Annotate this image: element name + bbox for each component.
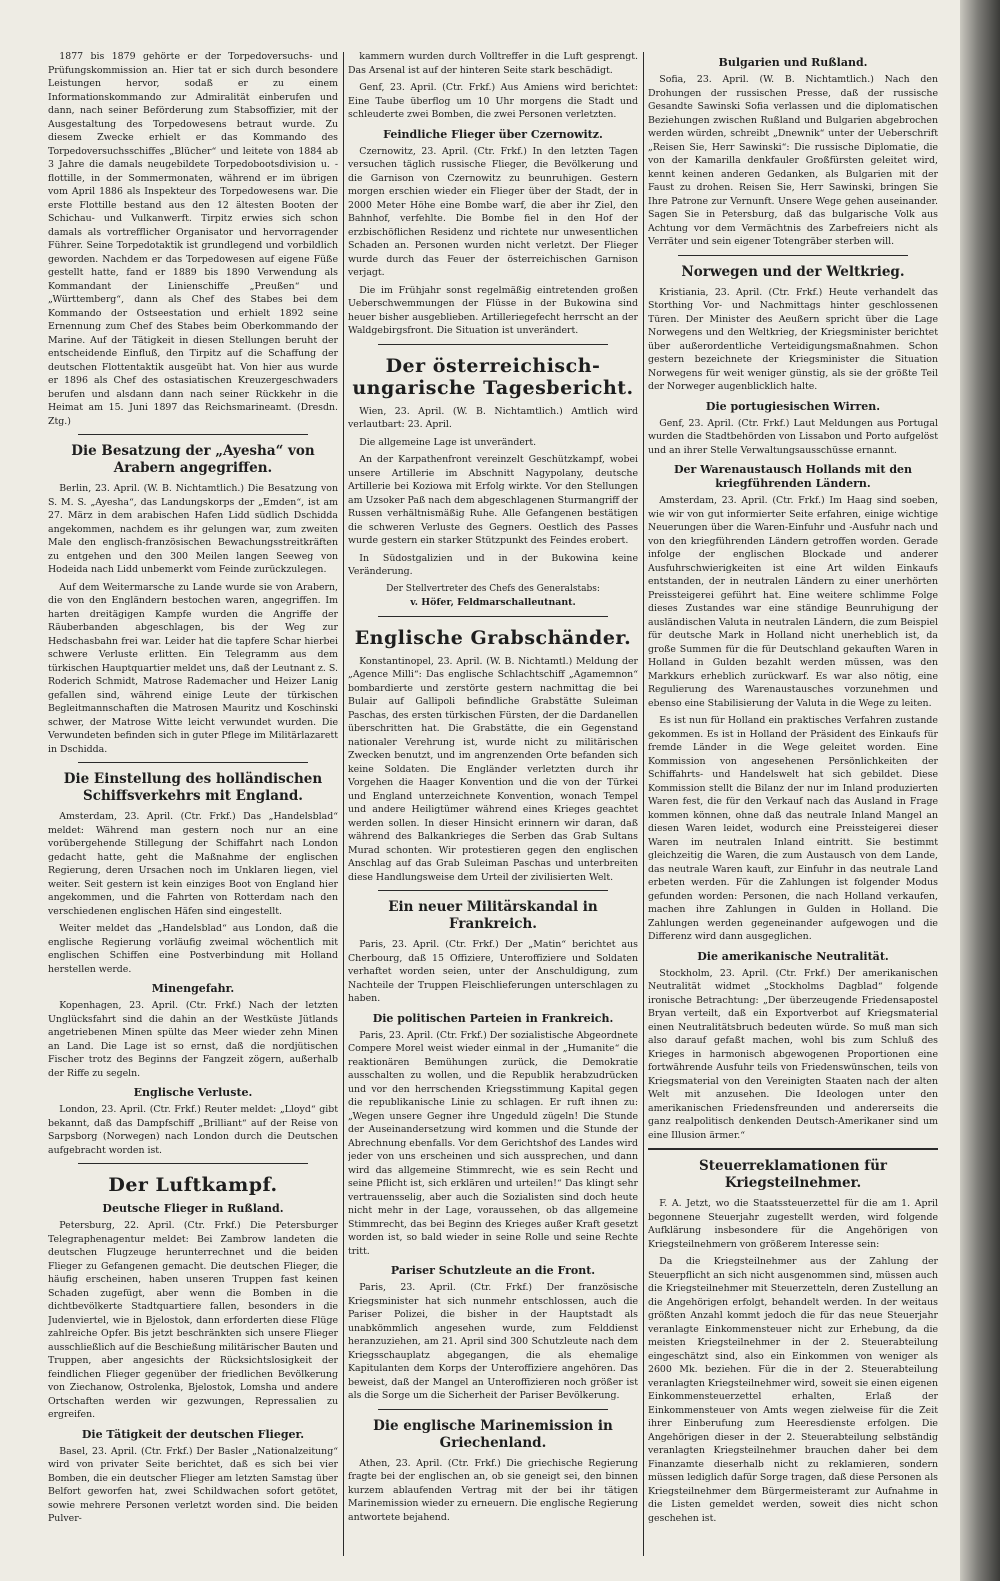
- article-taetigkeit-text: Basel, 23. April. (Ctr. Frkf.) Der Basler „Nationalzeitung“ wird von privater Seite berichtet, daß es sich bei vier Bomben, die ein deutscher Flieger am letzten Samstag über Belfort geworfen hat, zwei Schildwachen sofort getötet, sowie mehrere Personen verletzt worden sind. Die beiden Pulver-: [48, 1445, 338, 1524]
- article-schutzleute-text: Paris, 23. April. (Ctr. Frkf.) Der französische Kriegsminister hat sich nunmehr entschlossen, auch die Pariser Polizei, die bisher in der Hauptstadt als unabkömmlich angesehen wurde, zum Felddienst heranzuziehen, am 21. April sind 300 Schutzleute nach dem Kriegsschauplatz abgegangen, die als ehemalige Kapitulanten dem Korps der Unteroffiziere angehören. Das beweist, daß der Mangel an Unteroffizieren noch größer ist als die Sorge um die Sicherheit der Pariser Bevölkerung.: [348, 1282, 638, 1401]
- divider: [78, 1163, 308, 1164]
- headline-schutzleute: Pariser Schutzleute an die Front.: [390, 1264, 596, 1277]
- article-ayesha-text-1: Berlin, 23. April. (W. B. Nichtamtlich.) Die Besatzung von S. M. S. „Ayesha“, das Landungskorps der „Emden“, ist am 27. März in dem arabischen Hafen Lidd südlich Dschidda angekommen, nachdem es ihr gelungen war, zum zweiten Male den englisch-französischen Bewachungsstreitkräften zu entgehen und den 300 Meilen langen Seeweg von Hodeida nach Lidd unbemerkt vom Feinde zurückzulegen.: [48, 483, 338, 575]
- article-steuer-text-2: Da die Kriegsteilnehmer aus der Zahlung der Steuerpflicht an sich nicht ausgenommen sind, müssen auch die Kriegsteilnehmer mit Steuerzetteln, deren Zustellung an die Angehörigen erfolgt, behandelt werden. In der weitaus größten Anzahl kommt jedoch die für das neue Steuerjahr veranlagte Einkommensteuer nicht zur Erhebung, da die meisten Kriegsteilnehmer in der 2. Steuerabteilung eingeschätzt sind, also ein Einkommen von weniger als 2600 Mk. beziehen. Für die in der 2. Steuerabteilung veranlagten Kriegsteilnehmer wird, soweit sie einen eigenen Einkommensteuerzettel erhalten, Erlaß der Einkommensteuer von Amts wegen zielweise für die Zeit ihrer Einberufung zum Heeresdienste erfolgen. Die Angehörigen dieser in der 2. Steuerabteilung selbständig veranlagten Kriegsteilnehmer brauchen daher bei dem Finanzamte dieserhalb nicht zu reklamieren, sondern müssen lediglich dafür Sorge tragen, daß diese Personen als Kriegsteilnehmer dem Bürgermeisteramt zur Aufnahme in die Listen gemeldet werden, soweit dies nicht schon geschehen ist.: [648, 1256, 938, 1524]
- article-warenaustausch-text-2: Es ist nun für Holland ein praktisches Verfahren zustande gekommen. Es ist in Holland der Präsident des Einkaufs für fremde Länder in die Wege geleitet worden. Eine Kommission von angesehenen Persönlichkeiten der Schiffahrts- und Handelswelt hat sich gebildet. Diese Kommission stellt die Bilanz der nur im Inland produzierten Waren fest, die für den Verkauf nach das Ausland in Frage kommen können, ohne daß das neutrale Inland Mangel an diesen Waren leidet, wodurch eine Preissteigerei dieser Waren im neutralen Inland eintritt. Sie bestimmt gleichzeitig die Waren, die zum Austausch von dem Lande, das neutrale Waren kauft, zur Einfuhr in das neutrale Land erbeten werden. Für die Zahlungen ist folgender Modus gefunden worden: Personen, die nach Holland verkaufen, machen ihre Zahlungen in Gulden in Holland. Die Zahlungen werden gegeneinander aufgewogen und die Differenz wird dann ausgeglichen.: [648, 715, 938, 942]
- headline-militaerskandal: Ein neuer Militärskandal in Frankreich.: [388, 899, 598, 932]
- divider: [378, 1409, 608, 1410]
- article-steuer-text-1: F. A. Jetzt, wo die Staatssteuerzettel für die am 1. April begonnene Steuerjahr zugestellt werden, wird folgende Aufklärung insbesondere für die Angehörigen von Kriegsteilnehmern von größerem Interesse sein:: [648, 1198, 938, 1250]
- headline-flieger-russland: Deutsche Flieger in Rußland.: [102, 1202, 284, 1215]
- headline-minengefahr: Minengefahr.: [151, 982, 235, 995]
- divider: [678, 255, 908, 256]
- article-portugal-text: Genf, 23. April. (Ctr. Frkf.) Laut Meldungen aus Portugal wurden die Stadtbehörden von Lissabon und Porto aufgelöst und an ihrer Stelle Verwaltungsausschüsse ernannt.: [648, 417, 938, 456]
- headline-neutralitaet: Die amerikanische Neutralität.: [697, 949, 889, 963]
- headline-bulgarien: Bulgarien und Rußland.: [718, 56, 868, 69]
- article-warenaustausch-text-1: Amsterdam, 23. April. (Ctr. Frkf.) Im Haag sind soeben, wie wir von gut informierter Seite erfahren, einige wichtige Neuerungen über die Waren-Einfuhr und -Ausfuhr nach und von den kriegführenden Ländern getroffen worden. Gerade infolge der englischen Blockade und anderer Ausfuhrschwierigkeiten ist eine Art wilden Einkaufs entstanden, der in neutralen Ländern zu einer unerhörten Preissteigerei geführt hat. Eine weitere schlimme Folge dieses Zustandes war eine ständige Beunruhigung der ausländischen Valuta in neutralen Ländern, die zum Beispiel für deutsche Mark in Holland nicht unerheblich ist, da große Summen für die für Deutschland gekauften Waren in Holland in Gulden bezahlt werden müssen, was den Markkurs erheblich zurückwarf. Es war also nötig, eine Regulierung des Warenaustausches vorzunehmen und ebenso eine Stabilisierung der Valuta in die Wege zu leiten.: [648, 495, 938, 709]
- article-russland-text: Petersburg, 22. April. (Ctr. Frkf.) Die Petersburger Telegraphenagentur meldet: Bei Zambrow landeten die deutschen Flugzeuge herunterrechnet und die beiden Flieger zu Gefangenen gemacht. Die deutschen Flieger, die häufig erscheinen, haben unseren Truppen fast keinen Schaden zugefügt, aber wenn die Bomben in die dichtbevölkerte Stadtquartiere fallen, besonders in die Judenviertel, wie in Bjelostok, dann erforderten diese Flüge zahlreiche Opfer. Bis jetzt beschränkten sich unsere Flieger ausschließlich auf die Beschießung militärischer Bauten und Truppen, aber angesichts der Rücksichtslosigkeit der feindlichen Flieger gegenüber der friedlichen Bevölkerung von Ziechanow, Ostrolenka, Bjelostok, Lomsha und andere Ortschaften werden wir gezwungen, Repressalien zu ergreifen.: [48, 1220, 338, 1420]
- article-tirpitz-text: 1877 bis 1879 gehörte er der Torpedoversuchs- und Prüfungskommission an. Hier tat er sich durch besondere Leistungen hervor, sodaß er zu einem Informationskommando zur Admiralität einberufen und dann, nach seiner Beförderung zum Stabsoffizier, mit der Ausgestaltung des Torpedowesens betraut wurde. Zu diesem Zwecke erhielt er das Kommando des Torpedoversuchsschiffes „Blücher“ und leitete von 1884 ab 3 Jahre die damals neugebildete Torpedobootsdivision u. -flottille, in der Sommermonaten, während er im übrigen vom April 1886 als Inspekteur des Torpedowesens war. Die erste Flottille bestand aus den 12 ältesten Booten der Schichau- und Vulkanwerft. Tirpitz erwies sich schon damals als vortrefflicher Organisator und hervorragender Führer. Seine Torpedotaktik ist grundlegend und vorbildlich geworden. Nachdem er das Torpedowesen auf eigene Füße gestellt hatte, fand er 1889 bis 1890 Verwendung als Kommandant der Linienschiffe „Preußen“ und „Württemberg“, dann als Chef des Stabes bei dem Kommando der Ostseestation und erhielt 1892 seine Ernennung zum Chef des Stabes beim Oberkommando der Marine. Auf der Tätigkeit in diesen Stellungen beruht der entscheidende Einfluß, den Tirpitz auf die Schaffung der deutschen Flottentaktik ausgeübt hat. Von hier aus wurde er 1896 als Chef des ostasiatischen Kreuzergeschwaders berufen und alsdann dann nach seiner Rückkehr in die Heimat am 15. Juni 1897 das Reichsmarineamt. (Dresdn. Ztg.): [48, 51, 338, 427]
- divider: [378, 890, 608, 891]
- column-rule-left: [343, 52, 344, 1556]
- article-verluste-text: London, 23. April. (Ctr. Frkf.) Reuter meldet: „Lloyd“ gibt bekannt, daß das Dampfschiff „Brilliant“ auf der Reise von Sarpsborg (Norwegen) nach London durch die Deutschen aufgebracht worden ist.: [48, 1104, 338, 1156]
- article-basel-continued: kammern wurden durch Volltreffer in die Luft gesprengt. Das Arsenal ist auf der hinteren Seite stark beschädigt.: [348, 51, 638, 76]
- headline-grabschaender: Englische Grabschänder.: [354, 626, 632, 649]
- divider: [378, 344, 608, 345]
- column-3: [648, 50, 938, 1561]
- article-militaerskandal-text: Paris, 23. April. (Ctr. Frkf.) Der „Matin“ berichtet aus Cherbourg, daß 15 Offiziere, Unteroffiziere und Soldaten verhaftet worden seien, unter der Anschuldigung, zum Nachteile der Truppen Fleischlieferungen unterschlagen zu haben.: [348, 939, 638, 1004]
- article-genf-amiens: Genf, 23. April. (Ctr. Frkf.) Aus Amiens wird berichtet: Eine Taube überflog um 10 Uhr morgens die Stadt und schleuderte zwei Bomben, die zwei Personen verletzten.: [348, 82, 638, 120]
- divider: [78, 762, 308, 763]
- signature-title: Der Stellvertreter des Chefs des Generalstabs:: [386, 583, 600, 594]
- headline-norwegen: Norwegen und der Weltkrieg.: [681, 263, 905, 280]
- headline-luftkampf: Der Luftkampf.: [108, 1174, 278, 1196]
- headline-verluste: Englische Verluste.: [133, 1086, 253, 1099]
- headline-griechenland: Die englische Marinemission in Griechenland.: [373, 1417, 613, 1451]
- headline-warenaustausch: Der Warenaustausch Hollands mit den kriegführenden Ländern.: [673, 463, 913, 490]
- article-stockholm-text: Stockholm, 23. April. (Ctr. Frkf.) Der amerikanischen Neutralität widmet „Stockholms Dagblad“ folgende ironische Betrachtung: „Der überzeugende Friedensapostel Bryan verteilt, daß ein Exportverbot auf Kriegsmaterial einen Neutralitätsbruch bedeuten würde. So muß man sich also darauf gefaßt machen, wohl bis zum Schluß des Krieges in harmonisch abgewogenen Proportionen eine fortwährende Ausfuhr teils von Friedenswünschen, teils von Kriegsmaterial von den Vereinigten Staaten nach der alten Welt mit anzusehen. Die Ideologen unter den amerikanischen Friedensfreunden und andererseits die ganz realpolitisch denkenden Deutsch-Amerikaner sind um eine Illusion ärmer.“: [648, 967, 938, 1141]
- headline-taetigkeit: Die Tätigkeit der deutschen Flieger.: [81, 1427, 305, 1441]
- column-2: [348, 50, 638, 1561]
- article-ayesha-text-2: Auf dem Weitermarsche zu Lande wurde sie von Arabern, die von den Engländern bestochen waren, angegriffen. Im harten dreitägigen Kampfe wurden die Angriffe der Räuberbanden abgeschlagen, bis der Weg zur Hedschasbahn frei war. Leider hat die tapfere Schar hierbei schwere Verluste erlitten. Ein Telegramm aus dem türkischen Hauptquartier meldet uns, daß der Leutnant z. S. Roderich Schmidt, Matrose Rademacher und Heizer Lanig gefallen sind, während einige Leute der türkischen Begleitmannschaften die Matrosen Mauritz und Koschinski schwer, der Matrose Witte leicht verwundet wurden. Die Verwundeten befinden sich in guter Pflege im Militärlazarett in Dschidda.: [48, 581, 338, 755]
- divider: [78, 434, 308, 435]
- divider: [378, 616, 608, 617]
- article-wien-dateline: Wien, 23. April. (W. B. Nichtamtlich.) Amtlich wird verlautbart: 23. April.: [348, 405, 638, 430]
- article-minen-text: Kopenhagen, 23. April. (Ctr. Frkf.) Nach der letzten Unglücksfahrt sind die dahin an der Westküste Jütlands angetriebenen Minen spülte das Meer wieder zehn Minen an Land. Die Lage ist so ernst, daß die nordjütischen Fischer trotz des Beginns der Fangzeit zögern, außerhalb der Riffe zu segeln.: [48, 1000, 338, 1079]
- article-czernowitz-text-1: Czernowitz, 23. April. (Ctr. Frkf.) In den letzten Tagen versuchen täglich russische Flieger, die Bevölkerung und die Garnison von Czernowitz zu beunruhigen. Gestern morgen erschien wieder ein Flieger über der Stadt, der in 2000 Meter Höhe eine Bombe warf, die aber ihr Ziel, den Bahnhof, verfehlte. Die Bombe fiel in den Hof der erzbischöflichen Residenz und richtete nur unwesentlichen Schaden an. Personen wurden nicht verletzt. Der Flieger wurde durch das Feuer der österreichischen Garnison verjagt.: [348, 145, 638, 278]
- headline-tagesbericht: Der österreichisch-ungarische Tagesbericht.: [352, 354, 634, 399]
- article-holland-text-2: Weiter meldet das „Handelsblad“ aus London, daß die englische Regierung vorläufig zweimal wöchentlich mit englischen Schiffen eine Postverbindung mit Holland herstellen werde.: [48, 923, 338, 975]
- article-parteien-text: Paris, 23. April. (Ctr. Frkf.) Der sozialistische Abgeordnete Compere Morel weist wieder einmal in der „Humanite“ die reaktionären Bemühungen zurück, die Demokratie ausschalten zu wollen, und die Republik herabzudrücken und vor den herrschenden Kriegsstimmung Kapital gegen die republikanische Linie zu schlagen. Er ruft ihnen zu: „Wegen unsere Gegner ihre Ungeduld zügeln! Die Stunde der Auseinandersetzung wird kommen und die Stunde der Abrechnung ebenfalls. Vor dem Gerichtshof des Landes wird jeder von uns erscheinen und sich aussprechen, und dann wird das allgemeine Stimmrecht, wie es sein Recht und seine Pflicht ist, sich erklären und urteilen!“ Das klingt sehr vertrauensselig, aber auch die Sozialisten sind doch heute nicht mehr in der Lage, voraussehen, ob das allgemeine Stimmrecht, das bei Beginn des Krieges außer Kraft gesetzt worden ist, so bald wieder in seine Rolle und seine Rechte tritt.: [348, 1029, 638, 1257]
- article-athen-text: Athen, 23. April. (Ctr. Frkf.) Die griechische Regierung fragte bei der englischen an, ob sie geneigt sei, den binnen kurzem ablaufenden Vertrag mit der bei ihr tätigen Marinemission wieder zu erneuern. Die englische Regierung antwortete bejahend.: [348, 1457, 638, 1523]
- article-sofia-text: Sofia, 23. April. (W. B. Nichtamtlich.) Nach den Drohungen der russischen Presse, daß der russische Gesandte Sawinski Sofia verlassen und die diplomatischen Beziehungen zwischen Rußland und Bulgarien abgebrochen werden würden, schreibt „Dnewnik“ unter der Ueberschrift „Reisen Sie, Herr Sawinski“: Die russische Diplomatie, die von der Kamarilla denkfauler Großfürsten geleitet wird, kennt keinen anderen Gedanken, als Bulgarien mit der Faust zu drohen. Reisen Sie, Herr Sawinski, bringen Sie Ihre Patrone zur Vernunft. Unsere Wege gehen auseinander. Sagen Sie in Petersburg, daß das bulgarische Volk aus Achtung vor dem Vermächtnis des Zarbefreiers nicht als Verräter und sein eigener Totengräber sterben will.: [648, 74, 938, 247]
- article-czernowitz-text-2: Die im Frühjahr sonst regelmäßig eintretenden großen Ueberschwemmungen der Flüsse in der Bukowina sind heuer bisher ausgeblieben. Artilleriegefecht herrscht an der Waldgebirgsfront. Die Situation ist unverändert.: [348, 284, 638, 336]
- article-lage: Die allgemeine Lage ist unverändert.: [359, 436, 537, 448]
- headline-steuer: Steuerreklamationen für Kriegsteilnehmer.: [698, 1158, 888, 1191]
- article-karpathen: An der Karpathenfront vereinzelt Geschützkampf, wobei unsere Artillerie im Abschnitt Nagypolany, deutsche Artillerie bei Koziowa mit Erfolg wirkte. Vor den Stellungen am Uzsoker Paß nach dem abgeschlagenen Sturmangriff der Russen verhältnismäßig Ruhe. Alle Gefangenen bestätigen die schweren Verluste des Gegners. Oestlich des Passes wurde gestern ein starker Stützpunkt des Feindes erobert.: [348, 454, 638, 546]
- headline-czernowitz: Feindliche Flieger über Czernowitz.: [383, 127, 603, 141]
- headline-ayesha: Die Besatzung der „Ayesha“ von Arabern angegriffen.: [71, 443, 315, 476]
- divider-thick: [648, 1148, 938, 1150]
- headline-parteien: Die politischen Parteien in Frankreich.: [372, 1011, 614, 1025]
- article-suedostgalizien: In Südostgalizien und in der Bukowina keine Veränderung.: [348, 552, 638, 577]
- page-edge-shadow: [960, 0, 1000, 1581]
- article-grabschaender-text: Konstantinopel, 23. April. (W. B. Nichtamtl.) Meldung der „Agence Milli“: Das englische Schlachtschiff „Agamemnon“ bombardierte und zerstörte gestern nachmittag die bei Bulair auf Gallipoli befindliche Grabstätte Suleiman Paschas, des ersten türkischen Fürsten, der die Dardanellen überschritten hat. Die Grabstätte, die ein Gegenstand nationaler Verehrung ist, wurde nicht zu militärischen Zwecken benutzt, und im angrenzenden Orte befanden sich keine Soldaten. Die Engländer verletzten durch ihr Vorgehen die Haager Konvention und die von der Türkei und England unterzeichnete Konvention, wonach Tempel und andere Heiligtümer während eines Krieges geachtet werden sollen. In dieser Hinsicht erinnern wir daran, daß während des Balkankrieges die Serben das Grab Sultans Murad schonten. Wir protestieren gegen den englischen Anschlag auf das Grab Suleiman Paschas und unterbreiten diese Handlungsweise dem Urteil der zivilisierten Welt.: [348, 655, 638, 883]
- headline-hollaendisch: Die Einstellung des holländischen Schiffsverkehrs mit England.: [63, 771, 323, 804]
- column-rule-right: [643, 52, 644, 1556]
- article-holland-text-1: Amsterdam, 23. April. (Ctr. Frkf.) Das „Handelsblad“ meldet: Während man gestern noch nur an eine vorübergehende Stillegung der Schiffahrt nach London gedacht hatte, geht die Maßnahme der englischen Regierung, deren Ursachen noch im Unklaren liegen, viel weiter. Seit gestern ist kein einziges Boot von England hier angekommen, und die Fahrten von Rotterdam nach den verschiedenen englischen Häfen sind eingestellt.: [48, 811, 338, 917]
- headline-portugal: Die portugiesischen Wirren.: [705, 399, 881, 413]
- signature-name: v. Höfer, Feldmarschalleutnant.: [410, 597, 576, 608]
- column-1: [48, 50, 338, 1561]
- article-kristiania-text: Kristiania, 23. April. (Ctr. Frkf.) Heute verhandelt das Storthing Vor- und Nachmittags hinter geschlossenen Türen. Der Minister des Aeußern spricht über die Lage Norwegens und den Weltkrieg, der Kriegsminister berichtet über außerordentliche Verteidigungsmaßnahmen. Schon gestern bezeichnete der Kriegsminister die Situation Norwegens für weit weniger günstig, als sie der größte Teil der Norweger augenblicklich halte.: [648, 286, 938, 392]
